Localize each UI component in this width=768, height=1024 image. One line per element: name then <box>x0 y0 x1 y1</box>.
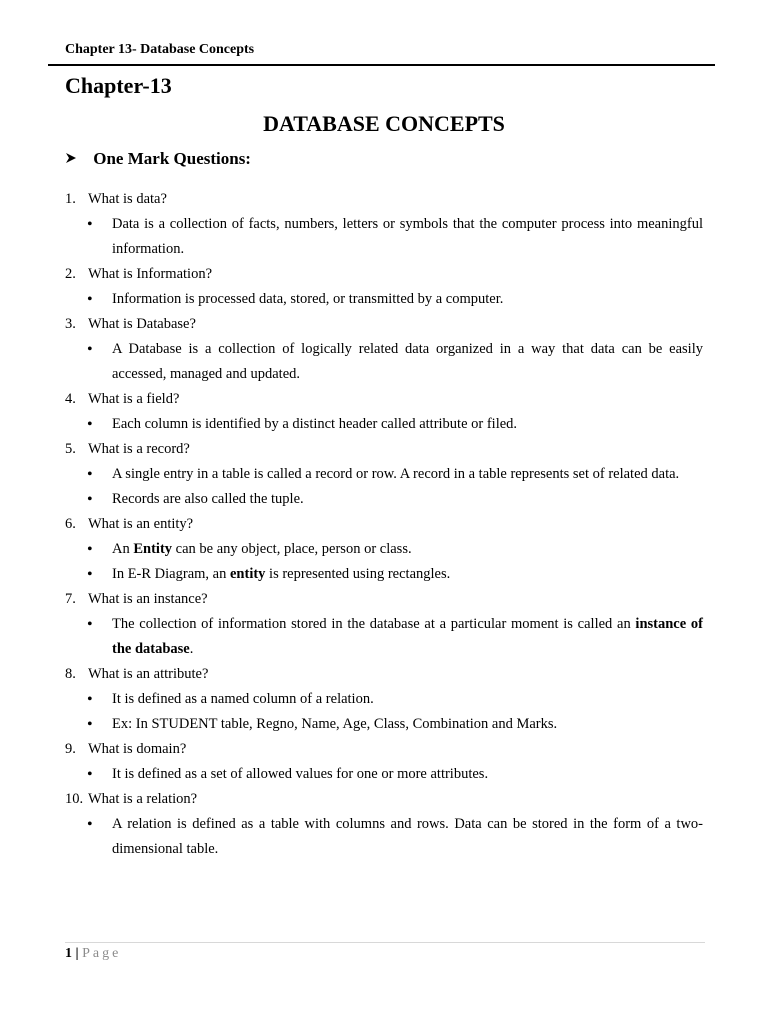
question-list <box>65 187 703 862</box>
arrow-bullet-icon <box>65 152 77 169</box>
answer-text <box>112 687 703 712</box>
question-item <box>65 662 703 687</box>
answer-item <box>65 337 703 387</box>
bullet-icon: • <box>87 341 93 358</box>
question-item <box>65 737 703 762</box>
question-number: 9. <box>65 741 76 757</box>
question-number: 4. <box>65 391 76 407</box>
question-number: 8. <box>65 666 76 682</box>
bullet-icon: • <box>87 491 93 508</box>
answer-text <box>112 337 703 387</box>
question-number: 7. <box>65 591 76 607</box>
answer-text-segment: It is defined as a set of allowed values for one or more attributes. <box>112 766 489 782</box>
answer-text <box>112 812 703 862</box>
answer-item <box>65 762 703 787</box>
answer-text <box>112 212 703 262</box>
header-divider <box>48 64 715 66</box>
document-title: DATABASE CONCEPTS <box>263 111 505 136</box>
question-text: What is a record? <box>88 441 190 457</box>
question-number: 1. <box>65 191 76 207</box>
question-item <box>65 437 703 462</box>
answer-text-segment: Records are also called the tuple. <box>112 491 304 507</box>
answer-text <box>112 537 703 562</box>
question-text: What is an instance? <box>88 591 208 607</box>
question-number: 5. <box>65 441 76 457</box>
answer-text <box>112 287 703 312</box>
answer-item <box>65 537 703 562</box>
answer-item <box>65 287 703 312</box>
answer-text-segment: Ex: In STUDENT table, Regno, Name, Age, Class, Combination and Marks. <box>112 716 558 732</box>
bullet-icon: • <box>87 291 93 308</box>
footer-separator: | <box>75 946 79 961</box>
bullet-icon: • <box>87 416 93 433</box>
answer-text-segment: The collection of information stored in the database at a particular moment is called an <box>112 616 636 632</box>
answer-text <box>112 562 703 587</box>
answer-item <box>65 812 703 862</box>
answer-text-segment: In E-R Diagram, an <box>112 566 230 582</box>
page-footer <box>65 946 121 962</box>
answer-text-segment: A relation is defined as a table with columns and rows. Data can be stored in the form of a two-dimensional table. <box>112 816 703 857</box>
question-item <box>65 787 703 812</box>
bullet-icon: • <box>87 691 93 708</box>
answer-item <box>65 462 703 487</box>
question-item <box>65 312 703 337</box>
bullet-icon: • <box>87 616 93 633</box>
answer-text <box>112 487 703 512</box>
answer-text-segment: Each column is identified by a distinct header called attribute or filed. <box>112 416 518 432</box>
question-text: What is domain? <box>88 741 187 757</box>
bullet-icon: • <box>87 466 93 483</box>
section-heading <box>65 149 251 169</box>
question-item <box>65 262 703 287</box>
bullet-icon: • <box>87 816 93 833</box>
answer-item <box>65 712 703 737</box>
footer-divider <box>65 942 705 943</box>
answer-text-segment: is represented using rectangles. <box>265 566 451 582</box>
bullet-icon: • <box>87 541 93 558</box>
answer-bold-term: Entity <box>133 541 173 557</box>
bullet-icon: • <box>87 716 93 733</box>
question-item <box>65 512 703 537</box>
question-text: What is an attribute? <box>88 666 209 682</box>
answer-text-segment: Data is a collection of facts, numbers, letters or symbols that the computer process into meaningful information. <box>112 216 703 257</box>
answer-text-segment: Information is processed data, stored, or transmitted by a computer. <box>112 291 504 307</box>
answer-text-segment: It is defined as a named column of a relation. <box>112 691 374 707</box>
answer-text <box>112 762 703 787</box>
question-item <box>65 387 703 412</box>
question-number: 10. <box>65 791 84 807</box>
answer-text <box>112 412 703 437</box>
bullet-icon: • <box>87 216 93 233</box>
page-label: Page <box>82 946 122 961</box>
page-number: 1 <box>65 946 72 961</box>
question-text: What is Database? <box>88 316 196 332</box>
answer-item <box>65 487 703 512</box>
answer-text <box>112 462 703 487</box>
question-item <box>65 587 703 612</box>
bullet-icon: • <box>87 566 93 583</box>
answer-text-segment: . <box>189 641 194 657</box>
answer-text-segment: A Database is a collection of logically related data organized in a way that data can be easily accessed, managed and updated. <box>112 341 703 382</box>
answer-text-segment: A single entry in a table is called a record or row. A record in a table represents set of related data. <box>112 466 680 482</box>
question-text: What is data? <box>88 191 167 207</box>
question-text: What is a field? <box>88 391 180 407</box>
answer-text <box>112 712 703 737</box>
answer-text-segment: An <box>112 541 134 557</box>
answer-text-segment: can be any object, place, person or class. <box>172 541 412 557</box>
answer-item <box>65 412 703 437</box>
answer-bold-term: entity <box>229 566 266 582</box>
answer-item <box>65 612 703 662</box>
question-item <box>65 187 703 212</box>
bullet-icon: • <box>87 766 93 783</box>
answer-item <box>65 212 703 262</box>
question-number: 2. <box>65 266 76 282</box>
question-number: 3. <box>65 316 76 332</box>
answer-text <box>112 612 703 662</box>
chapter-title: Chapter-13 <box>65 73 172 98</box>
question-text: What is an entity? <box>88 516 194 532</box>
question-text: What is a relation? <box>88 791 198 807</box>
header-text: Chapter 13- Database Concepts <box>65 42 255 57</box>
question-text: What is Information? <box>88 266 213 282</box>
section-heading-label: One Mark Questions: <box>93 149 251 168</box>
answer-item <box>65 562 703 587</box>
answer-bold-term: instance of the database <box>112 616 703 657</box>
answer-item <box>65 687 703 712</box>
question-number: 6. <box>65 516 76 532</box>
